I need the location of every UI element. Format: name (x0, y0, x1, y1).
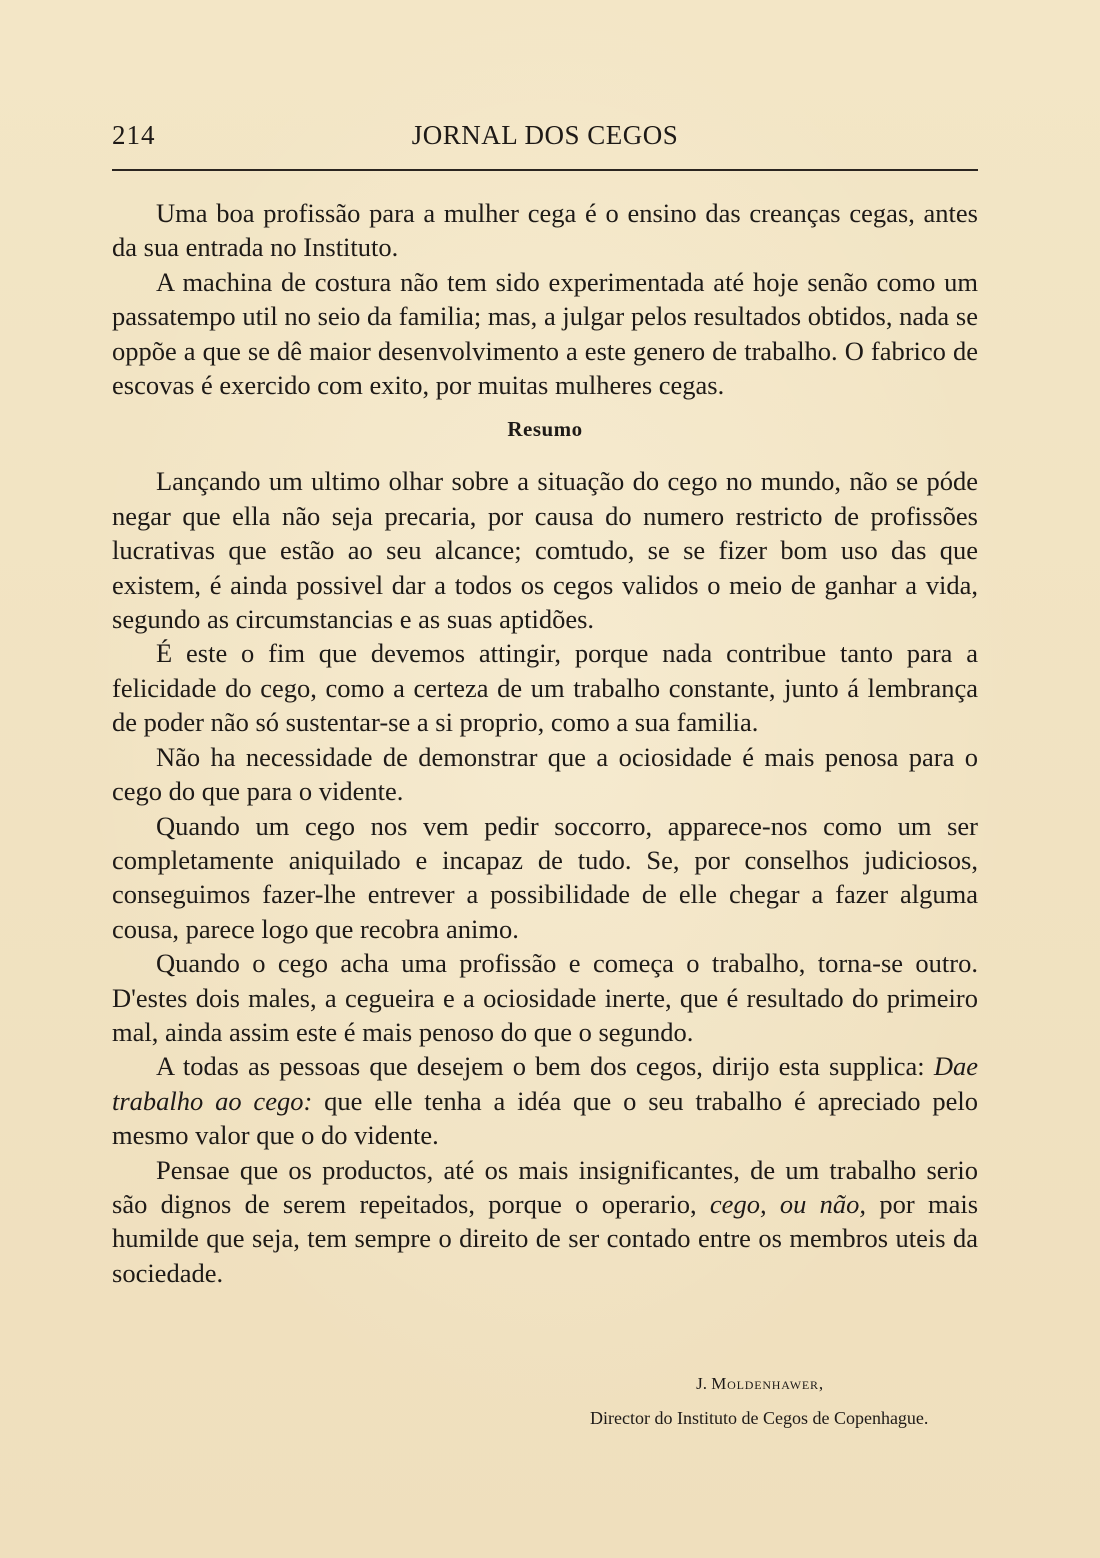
paragraph-8 (112, 1049, 978, 1152)
paragraph-8-start: A todas as pessoas que desejem o bem dos cegos, dirijo esta supplica: (156, 1051, 934, 1082)
page-number: 214 (112, 120, 156, 150)
paragraph-9-start: Pensae que os productos, até os mais insignificantes, de um trabalho serio são dignos de serem repeitados, porque o operario, (112, 1154, 978, 1219)
paragraph-9 (112, 1153, 978, 1291)
paragraph-5: Não ha necessidade de demonstrar que a ociosidade é mais penosa para o cego do que para o vidente. (112, 741, 978, 807)
paragraph-6: Quando um cego nos vem pedir soccorro, apparece-nos como um ser completamente aniquilado e incapaz de tudo. Se, por conselhos judiciosos, conseguimos fazer-lhe entrever a possibilidade de elle chegar a fazer alguma cousa, parece logo que recobra animo. (112, 810, 978, 944)
paragraph-1: Uma boa profissão para a mulher cega é o ensino das creanças cegas, antes da sua entrada no Instituto. (112, 198, 978, 263)
paragraph-8-end: que elle tenha a idéa que o seu trabalho é apreciado pelo mesmo valor que o do vidente. (112, 1085, 979, 1151)
paragraph-9-italic: cego, ou não, (709, 1188, 867, 1219)
paragraph-3: Lançando um ultimo olhar sobre a situação do cego no mundo, não se póde negar que ella não seja precaria, por causa do numero restricto de profissões lucrativas que estão ao seu alcance; comtudo, se se fizer bom uso das que existem, é ainda possivel dar a todos os cegos validos o meio de ganhar a vida, segundo as circumstancias e as suas aptidões. (112, 466, 978, 635)
running-head (112, 120, 978, 160)
signature-initial: J. (696, 1374, 707, 1393)
signature-name: Moldenhawer, (711, 1374, 824, 1393)
header-rule (112, 169, 978, 171)
section-heading: Resumo (507, 417, 583, 442)
paragraph-4: É este o fim que devemos attingir, porque nada contribue tanto para a felicidade do cego, como a certeza de um trabalho constante, junto á lembrança de poder não só sustentar-se a si proprio, como a sua familia. (112, 638, 978, 738)
paragraph-7: Quando o cego acha uma profissão e começa o trabalho, torna-se outro. D'estes dois males, a cegueira e a ociosidade inerte, que é resultado do primeiro mal, ainda assim este é mais penoso do que o segundo. (112, 948, 978, 1047)
signature (560, 1374, 960, 1394)
paragraph-8-italic: Dae trabalho ao cego: (112, 1051, 978, 1116)
body-text (112, 196, 978, 1290)
journal-title: JORNAL DOS CEGOS (411, 120, 679, 150)
paragraph-9-end: por mais humilde que seja, tem sempre o direito de ser contado entre os membros uteis da sociedade. (112, 1188, 979, 1288)
signature-title: Director do Instituto de Cegos de Copenhague. (590, 1408, 929, 1428)
paragraph-2: A machina de costura não tem sido experimentada até hoje senão como um passatempo util no seio da familia; mas, a julgar pelos resultados obtidos, nada se oppõe a que se dê maior desenvolvimento a este genero de trabalho. O fabrico de escovas é exercido com exito, por muitas mulheres cegas. (112, 266, 978, 401)
